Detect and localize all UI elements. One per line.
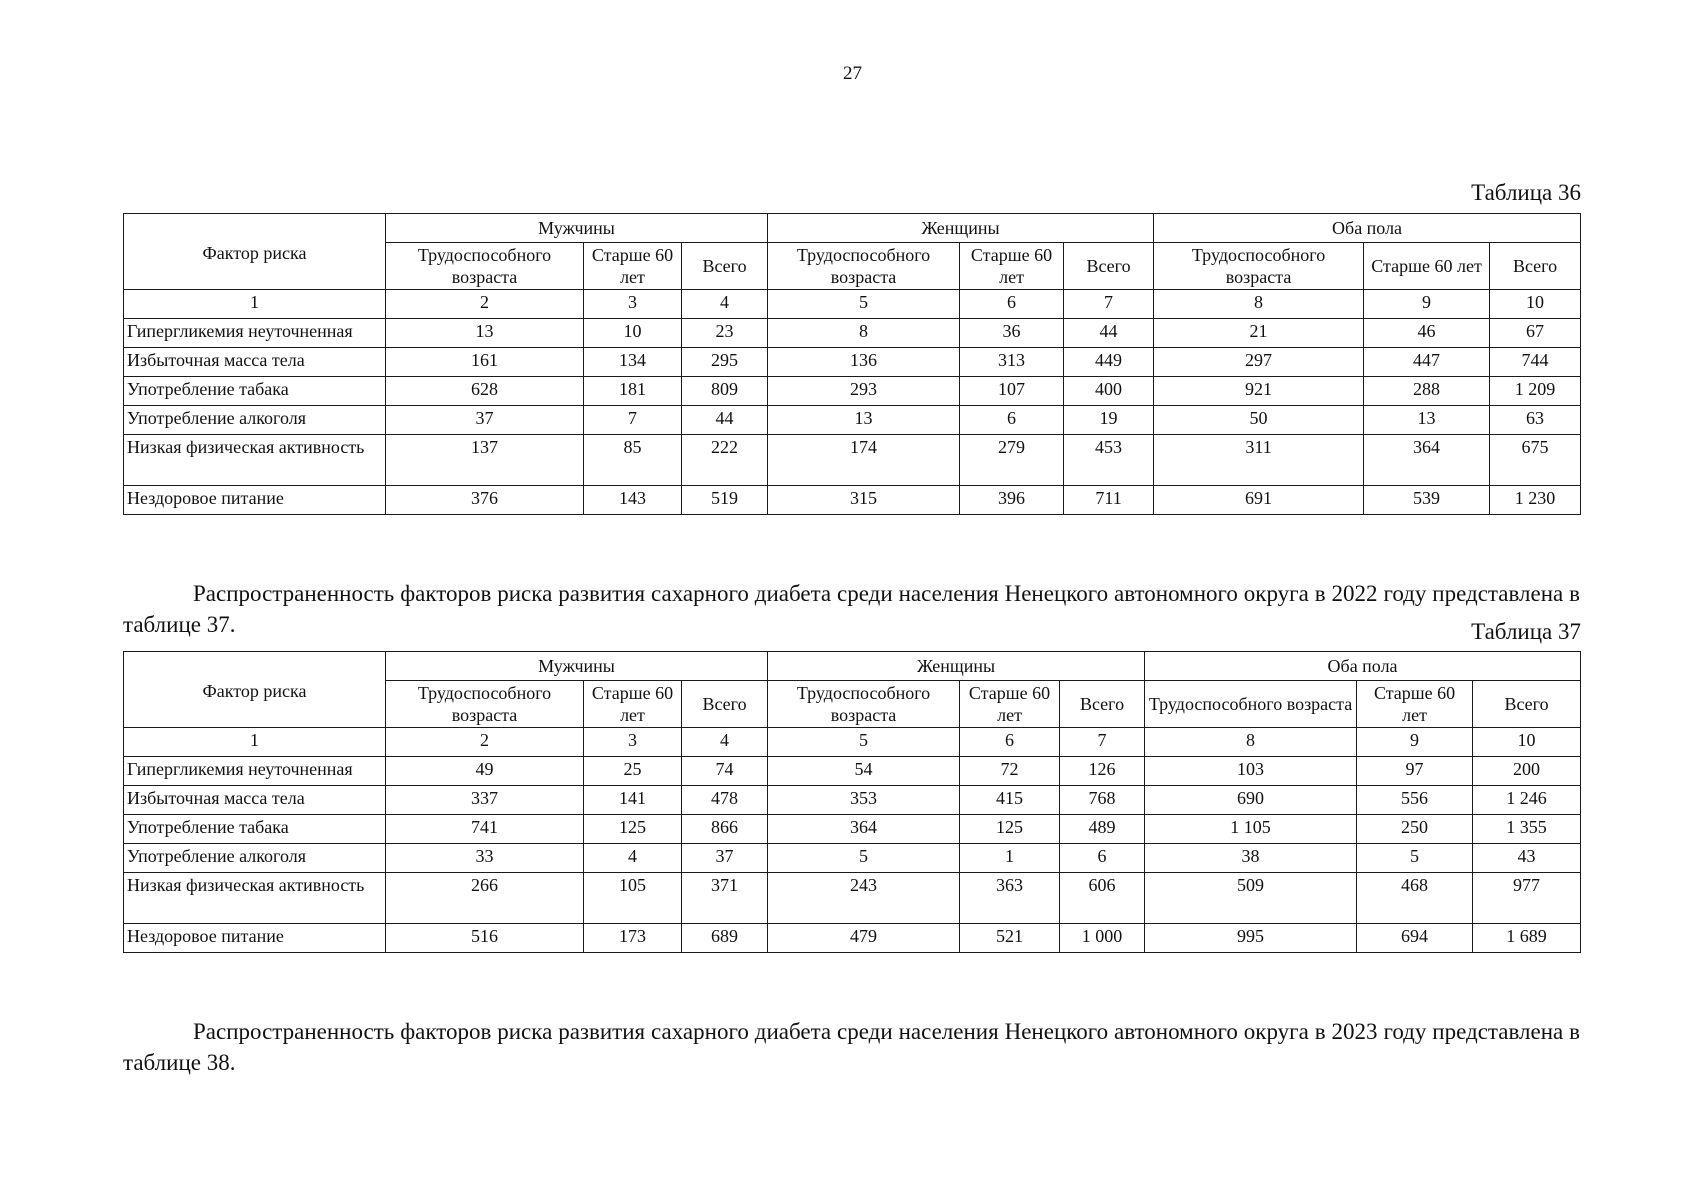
table-cell: 107 <box>960 377 1064 406</box>
header-sub: Трудоспособного возраста <box>1154 243 1364 290</box>
header-sub: Трудоспособного возраста <box>386 243 584 290</box>
table-cell: 449 <box>1064 348 1154 377</box>
table-cell: 519 <box>682 486 768 515</box>
column-number: 1 <box>124 290 386 319</box>
table-cell: 266 <box>386 873 584 924</box>
table-cell: 126 <box>1060 757 1145 786</box>
table-cell: 125 <box>584 815 682 844</box>
table-cell: 13 <box>1364 406 1490 435</box>
table-cell: 141 <box>584 786 682 815</box>
header-sub: Всего <box>1473 681 1581 728</box>
risk-factor-name: Употребление алкоголя <box>124 406 386 435</box>
header-sub: Трудоспособного возраста <box>386 681 584 728</box>
column-number: 2 <box>386 290 584 319</box>
header-sub: Трудоспособного возраста <box>1145 681 1357 728</box>
table-cell: 400 <box>1064 377 1154 406</box>
table-cell: 1 246 <box>1473 786 1581 815</box>
risk-factor-name: Употребление табака <box>124 815 386 844</box>
table-36-caption: Таблица 36 <box>1471 180 1581 205</box>
header-sub: Трудоспособного возраста <box>768 681 960 728</box>
header-sub: Всего <box>1064 243 1154 290</box>
table-cell: 364 <box>768 815 960 844</box>
header-group-women: Женщины <box>768 652 1145 681</box>
table-cell: 691 <box>1154 486 1364 515</box>
table-cell: 468 <box>1357 873 1473 924</box>
table-cell: 43 <box>1473 844 1581 873</box>
table-cell: 54 <box>768 757 960 786</box>
column-number: 10 <box>1473 728 1581 757</box>
table-cell: 371 <box>682 873 768 924</box>
column-number: 9 <box>1357 728 1473 757</box>
table-cell: 556 <box>1357 786 1473 815</box>
table-cell: 181 <box>584 377 682 406</box>
table-cell: 478 <box>682 786 768 815</box>
table-cell: 37 <box>682 844 768 873</box>
table-cell: 44 <box>682 406 768 435</box>
table-cell: 809 <box>682 377 768 406</box>
table-row <box>124 486 1581 515</box>
table-cell: 10 <box>584 319 682 348</box>
table-cell: 509 <box>1145 873 1357 924</box>
table-cell: 337 <box>386 786 584 815</box>
table-cell: 5 <box>768 844 960 873</box>
table-cell: 137 <box>386 435 584 486</box>
table-cell: 694 <box>1357 924 1473 953</box>
header-sub: Старше 60 лет <box>1357 681 1473 728</box>
table-row <box>124 786 1581 815</box>
risk-factor-name: Нездоровое питание <box>124 486 386 515</box>
table-cell: 921 <box>1154 377 1364 406</box>
column-number: 4 <box>682 290 768 319</box>
table-cell: 250 <box>1357 815 1473 844</box>
table-cell: 13 <box>768 406 960 435</box>
table-cell: 50 <box>1154 406 1364 435</box>
table-cell: 4 <box>584 844 682 873</box>
table-cell: 8 <box>768 319 960 348</box>
table-cell: 293 <box>768 377 960 406</box>
table-cell: 690 <box>1145 786 1357 815</box>
header-group-men: Мужчины <box>386 214 768 243</box>
header-sub: Всего <box>1060 681 1145 728</box>
table-cell: 539 <box>1364 486 1490 515</box>
table-cell: 606 <box>1060 873 1145 924</box>
table-row <box>124 924 1581 953</box>
header-sub: Старше 60 лет <box>960 681 1060 728</box>
header-sub: Всего <box>682 243 768 290</box>
table-cell: 1 000 <box>1060 924 1145 953</box>
table-cell: 67 <box>1490 319 1581 348</box>
column-number: 2 <box>386 728 584 757</box>
table-cell: 136 <box>768 348 960 377</box>
column-number-row <box>124 290 1581 319</box>
table-cell: 1 209 <box>1490 377 1581 406</box>
table-cell: 134 <box>584 348 682 377</box>
header-factor: Фактор риска <box>124 214 386 290</box>
column-number: 3 <box>584 290 682 319</box>
table-cell: 768 <box>1060 786 1145 815</box>
table-cell: 173 <box>584 924 682 953</box>
table-cell: 36 <box>960 319 1064 348</box>
table-cell: 105 <box>584 873 682 924</box>
column-number: 10 <box>1490 290 1581 319</box>
table-cell: 49 <box>386 757 584 786</box>
table-cell: 364 <box>1364 435 1490 486</box>
table-cell: 161 <box>386 348 584 377</box>
header-sub: Старше 60 лет <box>584 243 682 290</box>
table-cell: 125 <box>960 815 1060 844</box>
risk-factor-name: Избыточная масса тела <box>124 348 386 377</box>
table-row <box>124 873 1581 924</box>
table-cell: 516 <box>386 924 584 953</box>
table-37-caption: Таблица 37 <box>1471 619 1581 644</box>
table-cell: 396 <box>960 486 1064 515</box>
table-cell: 6 <box>960 406 1064 435</box>
column-number: 6 <box>960 728 1060 757</box>
header-sub: Трудоспособного возраста <box>768 243 960 290</box>
table-cell: 866 <box>682 815 768 844</box>
table-cell: 675 <box>1490 435 1581 486</box>
table-cell: 479 <box>768 924 960 953</box>
table-cell: 1 230 <box>1490 486 1581 515</box>
risk-factor-name: Употребление алкоголя <box>124 844 386 873</box>
column-number: 5 <box>768 290 960 319</box>
table-cell: 33 <box>386 844 584 873</box>
table-cell: 1 <box>960 844 1060 873</box>
table-37 <box>123 651 1581 953</box>
header-sub: Старше 60 лет <box>584 681 682 728</box>
column-number: 6 <box>960 290 1064 319</box>
table-cell: 174 <box>768 435 960 486</box>
table-cell: 21 <box>1154 319 1364 348</box>
table-cell: 72 <box>960 757 1060 786</box>
table-cell: 97 <box>1357 757 1473 786</box>
table-row <box>124 435 1581 486</box>
table-cell: 288 <box>1364 377 1490 406</box>
risk-factor-name: Избыточная масса тела <box>124 786 386 815</box>
column-number-row <box>124 728 1581 757</box>
column-number: 8 <box>1145 728 1357 757</box>
table-row <box>124 377 1581 406</box>
table-row <box>124 348 1581 377</box>
table-cell: 23 <box>682 319 768 348</box>
header-sub: Старше 60 лет <box>1364 243 1490 290</box>
table-cell: 19 <box>1064 406 1154 435</box>
table-cell: 37 <box>386 406 584 435</box>
table-cell: 74 <box>682 757 768 786</box>
risk-factor-name: Низкая физическая активность <box>124 873 386 924</box>
table-cell: 315 <box>768 486 960 515</box>
table-cell: 744 <box>1490 348 1581 377</box>
risk-factor-name: Употребление табака <box>124 377 386 406</box>
risk-factor-name: Нездоровое питание <box>124 924 386 953</box>
header-sub: Старше 60 лет <box>960 243 1064 290</box>
table-cell: 143 <box>584 486 682 515</box>
risk-factor-name: Гипергликемия неуточненная <box>124 319 386 348</box>
page-number: 27 <box>843 63 862 84</box>
table-cell: 689 <box>682 924 768 953</box>
table-row <box>124 319 1581 348</box>
table-cell: 453 <box>1064 435 1154 486</box>
table-cell: 628 <box>386 377 584 406</box>
table-cell: 44 <box>1064 319 1154 348</box>
table-cell: 295 <box>682 348 768 377</box>
table-cell: 103 <box>1145 757 1357 786</box>
table-cell: 13 <box>386 319 584 348</box>
table-cell: 38 <box>1145 844 1357 873</box>
table-cell: 6 <box>1060 844 1145 873</box>
header-group-men: Мужчины <box>386 652 768 681</box>
table-row <box>124 757 1581 786</box>
table-cell: 200 <box>1473 757 1581 786</box>
table-cell: 711 <box>1064 486 1154 515</box>
table-cell: 1 689 <box>1473 924 1581 953</box>
table-cell: 63 <box>1490 406 1581 435</box>
table-cell: 415 <box>960 786 1060 815</box>
table-cell: 363 <box>960 873 1060 924</box>
header-group-both: Оба пола <box>1145 652 1581 681</box>
table-cell: 489 <box>1060 815 1145 844</box>
table-cell: 311 <box>1154 435 1364 486</box>
column-number: 9 <box>1364 290 1490 319</box>
table-cell: 995 <box>1145 924 1357 953</box>
table-cell: 25 <box>584 757 682 786</box>
column-number: 1 <box>124 728 386 757</box>
table-36 <box>123 213 1581 515</box>
table-cell: 977 <box>1473 873 1581 924</box>
paragraph-table-37-intro: Распространенность факторов риска развития сахарного диабета среди населения Ненецкого автономного округа в 2022 году представлена в таблице 37. <box>123 581 1580 637</box>
column-number: 5 <box>768 728 960 757</box>
table-cell: 1 105 <box>1145 815 1357 844</box>
column-number: 7 <box>1060 728 1145 757</box>
table-cell: 46 <box>1364 319 1490 348</box>
paragraph-table-38-intro: Распространенность факторов риска развития сахарного диабета среди населения Ненецкого автономного округа в 2023 году представлена в таблице 38. <box>123 1019 1580 1075</box>
table-cell: 447 <box>1364 348 1490 377</box>
table-cell: 243 <box>768 873 960 924</box>
table-cell: 279 <box>960 435 1064 486</box>
risk-factor-name: Низкая физическая активность <box>124 435 386 486</box>
column-number: 3 <box>584 728 682 757</box>
column-number: 7 <box>1064 290 1154 319</box>
table-row <box>124 844 1581 873</box>
table-row <box>124 406 1581 435</box>
header-factor: Фактор риска <box>124 652 386 728</box>
table-cell: 313 <box>960 348 1064 377</box>
header-group-women: Женщины <box>768 214 1154 243</box>
table-cell: 85 <box>584 435 682 486</box>
column-number: 8 <box>1154 290 1364 319</box>
header-sub: Всего <box>682 681 768 728</box>
table-row <box>124 815 1581 844</box>
column-number: 4 <box>682 728 768 757</box>
table-cell: 222 <box>682 435 768 486</box>
table-cell: 521 <box>960 924 1060 953</box>
header-sub: Всего <box>1490 243 1581 290</box>
table-cell: 741 <box>386 815 584 844</box>
table-cell: 1 355 <box>1473 815 1581 844</box>
table-cell: 7 <box>584 406 682 435</box>
table-cell: 376 <box>386 486 584 515</box>
risk-factor-name: Гипергликемия неуточненная <box>124 757 386 786</box>
table-cell: 297 <box>1154 348 1364 377</box>
table-cell: 353 <box>768 786 960 815</box>
header-group-both: Оба пола <box>1154 214 1581 243</box>
table-cell: 5 <box>1357 844 1473 873</box>
